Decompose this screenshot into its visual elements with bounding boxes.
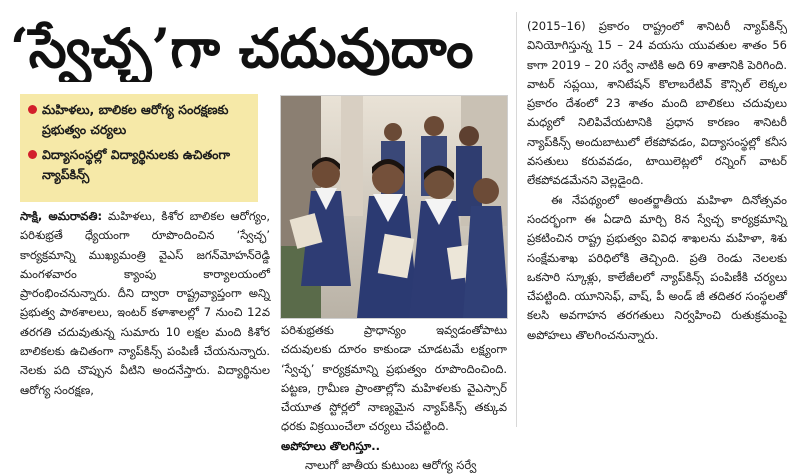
- column-divider: [516, 12, 517, 427]
- bullet-icon: [28, 105, 37, 114]
- article-column-2: [281, 321, 507, 475]
- paragraph: [20, 207, 270, 400]
- dateline: సాక్షి, అమరావతి:: [20, 209, 103, 223]
- article-column-1: [20, 207, 270, 400]
- paragraph: ఈ నేపథ్యంలో అంతర్జాతీయ మహిళా దినోత్సవం సందర్భంగా ఈ ఏడాది మార్చి 8న స్వేచ్ఛ కార్యక్రమాన్ని ప్రకటించిన రాష్ట్ర ప్రభుత్వం వివిధ శాఖలను మహిళా, శిశు సంక్షేమశాఖ పరిధిలోకి తెచ్చింది. ప్రతి రెండు నెలలకు ఒకసారి స్కూళ్లు, కాలేజీలలో న్యాప్‌కిన్స్‌ పంపిణీకి చర్యలు చేపట్టింది. యూనిసెఫ్‌, వాష్‌, పీ అండ్‌ జీ తదితర సంస్థలతో కలసి అవగాహన తరగతులు నిర్వహించి రుతుక్రమంపై అపోహలు తొలగించనున్నారు.: [527, 192, 787, 342]
- paragraph: (2015–16) ప్రకారం రాష్ట్రంలో శానిటరీ న్యాప్‌కిన్స్‌ వినియోగిస్తున్న 15 – 24 వయసు యువతుల శాతం 56 కాగా 2019 – 20 సర్వే నాటికి అది 69 శాతానికి పెరిగింది. వాటర్‌ సప్లయి, శానిటేషన్‌ కొలాబరేటివ్‌ కౌన్సిల్‌ లెక్కల ప్రకారం దేశంలో 23 శాతం మంది బాలికలు చదువులు మధ్యలో నిలిపివేయటానికి ప్రధాన కారణం శానిటరీ న్యాప్‌కిన్స్‌ అందుబాటులో లేకపోవడం, విద్యాసంస్థల్లో కనీస వసతులు కరువవడం, టాయిలెట్లలో రన్నింగ్‌ వాటర్‌ లేకపోవడమేనని వెల్లడైంది.: [527, 19, 787, 188]
- paragraph: నాలుగో జాతీయ కుటుంబ ఆరోగ్య సర్వే: [305, 458, 477, 473]
- subheading: అపోహలు తొలగిస్తూ..: [281, 438, 380, 453]
- highlight-item: [28, 100, 252, 140]
- students-photo: [281, 96, 507, 318]
- article-column-3: [527, 17, 787, 345]
- article-photo: [280, 95, 508, 319]
- paragraph: పరిశుభ్రతకు ప్రాధాన్యం ఇవ్వడంతోపాటు చదువులకు దూరం కాకుండా చూడటమే లక్ష్యంగా ‘స్వేచ్ఛ’ కార్యక్రమాన్ని ప్రభుత్వం రూపొందించింది. పట్టణ, గ్రామీణ ప్రాంతాల్లోని మహిళలకు వైఎస్సార్‌ చేయూత స్టోర్లలో నాణ్యమైన న్యాప్‌కిన్స్‌ తక్కువ ధరకు విక్రయించేలా చర్యలు చేపట్టింది.: [281, 323, 507, 434]
- headline: ‘స్వేచ్ఛ’గా చదువుదాం: [10, 16, 474, 80]
- highlight-text: విద్యాసంస్థల్లో విద్యార్థినులకు ఉచితంగా న్యాప్‌కిన్స్‌: [42, 147, 231, 182]
- body-text: మహిళలు, కిశోర బాలికల ఆరోగ్యం, పరిశుభ్రతే ధ్యేయంగా రూపొందించిన ‘స్వేచ్ఛ’ కార్యక్రమాన్ని ముఖ్యమంత్రి వైఎస్‌ జగన్‌మోహన్‌రెడ్డి మంగళవారం క్యాంపు కార్యాలయంలో ప్రారంభించనున్నారు. దీని ద్వారా రాష్ట్రవ్యాప్తంగా అన్ని ప్రభుత్వ పాఠశాలలు, ఇంటర్‌ కళాశాలల్లో 7 నుంచి 12వ తరగతి చదువుతున్న సుమారు 10 లక్షల మంది కిశోర బాలికలకు ఉచితంగా న్యాప్‌కిన్స్‌ పంపిణీ చేయనున్నారు. నెలకు పది చొప్పున వీటిని అందనేస్తారు. విద్యార్థినుల ఆరోగ్య సంరక్షణ,: [20, 209, 270, 397]
- highlight-text: మహిళలు, బాలికల ఆరోగ్య సంరక్షణకు ప్రభుత్వం చర్యలు: [42, 102, 229, 137]
- bullet-icon: [28, 150, 37, 159]
- highlight-item: [28, 145, 252, 185]
- highlights-box: [20, 94, 258, 202]
